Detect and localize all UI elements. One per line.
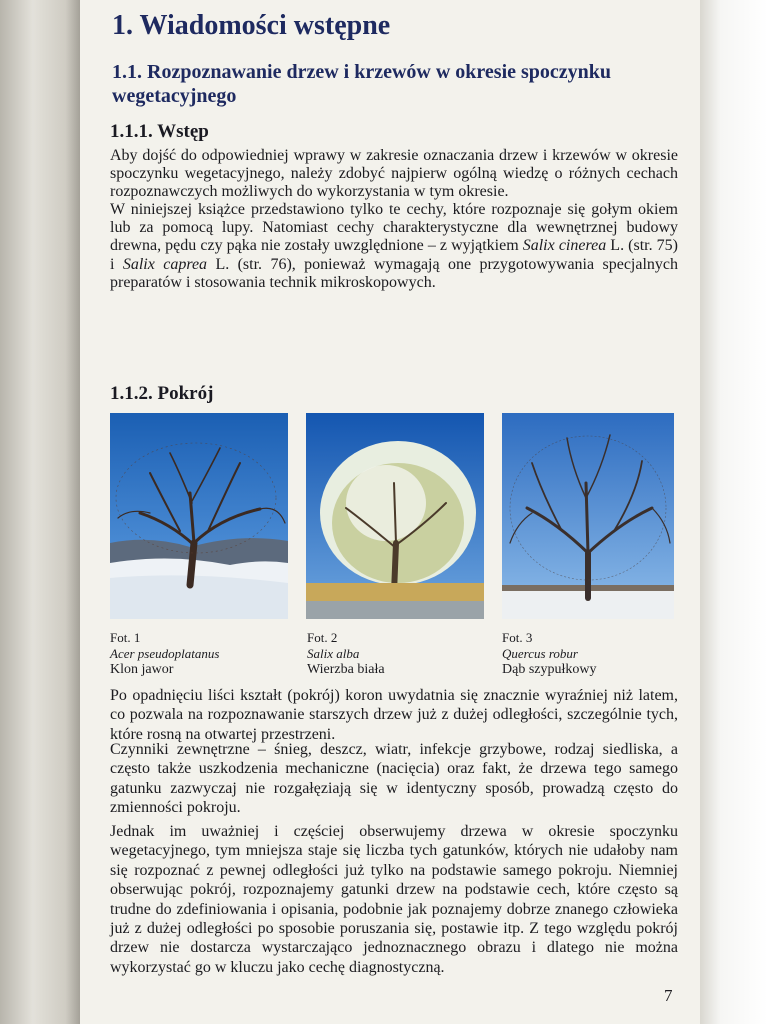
intro-paragraph-1: Aby dojść do odpowiedniej wprawy w zakresie oznaczania drzew i krzewów w okresie spoczynku wegetacyjnego, należy zdobyć najpierw ogólną wiedzę o różnych cechach rozpoznawczych możliwych do wykorzystania w tym okresie.	[110, 147, 678, 201]
caption-photo-2	[307, 630, 385, 678]
caption-label: Fot. 3	[502, 630, 533, 645]
intro-heading: 1.1.1. Wstęp	[110, 121, 209, 142]
habit-paragraph-1: Po opadnięciu liści kształt (pokrój) koron uwydatnia się znacznie wyraźniej niż latem, co pozwala na rozpoznawanie starszych drzew już z dużej odległości, szczególnie tych, które rosną na otwartej przestrzeni.	[110, 687, 678, 743]
habit-paragraph-2: Czynniki zewnętrzne – śnieg, deszcz, wiatr, infekcje grzybowe, rodzaj siedliska, a często także uszkodzenia mechaniczne (nacięcia) oraz fakt, że drzewa tego samego gatunku zazwyczaj nie rozgałęziają się w identyczny sposób, prowadzą często do zmienności pokroju.	[110, 741, 678, 817]
photo-salix-alba	[306, 413, 484, 619]
next-page-edge	[700, 0, 768, 1024]
caption-photo-3	[502, 630, 597, 678]
caption-common-name: Dąb szypułkowy	[502, 662, 597, 677]
caption-latin-name: Quercus robur	[502, 646, 578, 661]
caption-label: Fot. 2	[307, 630, 338, 645]
habit-heading: 1.1.2. Pokrój	[110, 383, 214, 404]
caption-common-name: Klon jawor	[110, 662, 174, 677]
caption-label: Fot. 1	[110, 630, 141, 645]
intro-paragraph-2: W niniejszej książce przedstawiono tylko te cechy, które rozpoznaje się gołym okiem lub za pomocą lupy. Natomiast cechy charakterystyczne dla wewnętrznej budowy drewna, pędu czy pąka nie zostały uwzględnione – z wyjątkiem Salix cinerea L. (str. 75) i Salix caprea L. (str. 76), ponieważ wymagają one przygotowywania specjalnych preparatów i stosowania technik mikroskopowych.	[110, 201, 679, 291]
photo-quercus-robur	[502, 413, 674, 619]
photo-acer-pseudoplatanus	[110, 413, 288, 619]
caption-photo-1	[110, 630, 219, 678]
previous-page-edge	[0, 0, 82, 1024]
page-number: 7	[664, 986, 673, 1005]
chapter-title: 1. Wiadomości wstępne	[112, 10, 391, 41]
section-title: 1.1. Rozpoznawanie drzew i krzewów w okresie spoczynku wegetacyjnego	[112, 61, 612, 107]
species-salix-cinerea: Salix cinerea	[522, 237, 607, 255]
caption-latin-name: Salix alba	[307, 646, 360, 661]
caption-latin-name: Acer pseudoplatanus	[110, 646, 220, 661]
habit-paragraph-3: Jednak im uważniej i częściej obserwujemy drzewa w okresie spoczynku wegetacyjnego, tym mniejsza staje się liczba tych gatunków, których nie udałoby nam się rozpoznać z pewnej odległości już tylko na podstawie samego pokroju. Niemniej obserwując pokrój, rozpoznajemy gatunki drzew na podstawie cech, które często są trudne do zdefiniowania i opisania, podobnie jak poznajemy dobrze znanego człowieka już z dużej odległości po sposobie poruszania się, postawie itp. Z tego względu pokrój drzew nie dostarcza wystarczająco jednoznacznego obrazu i dlatego nie można wykorzystać go w kluczu jako cechę diagnostyczną.	[110, 823, 678, 976]
caption-common-name: Wierzba biała	[307, 662, 385, 677]
species-salix-caprea: Salix caprea	[122, 255, 208, 273]
